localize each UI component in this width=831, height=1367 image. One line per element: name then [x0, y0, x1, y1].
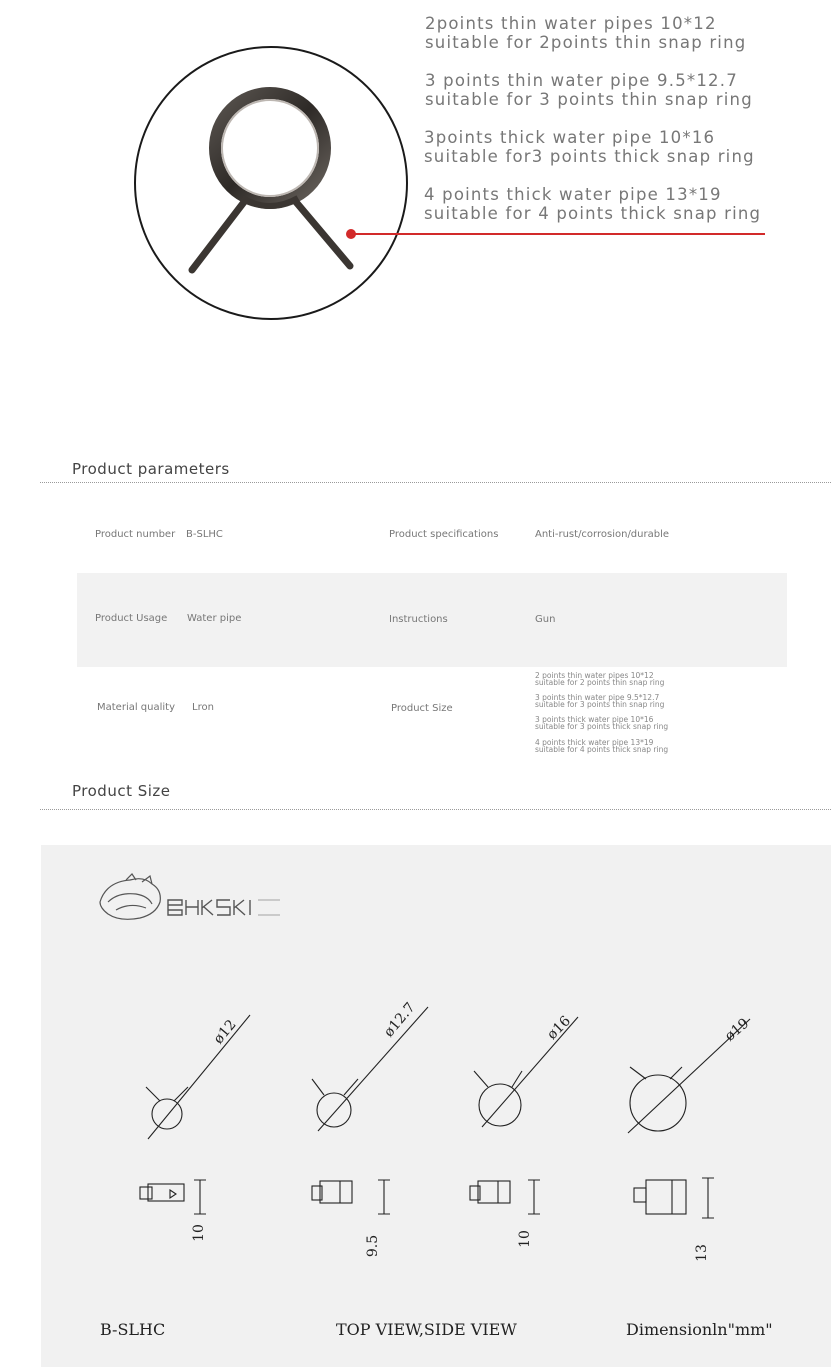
size-note-1-line1: 2 points thin water pipes 10*12 — [535, 671, 654, 680]
side-views-drawing — [130, 1170, 730, 1230]
param-label-product-number: Product number — [95, 529, 176, 540]
size-note-1-line2: suitable for 2 points thin snap ring — [535, 678, 665, 687]
spec-4-line1: 4 points thick water pipe 13*19 — [424, 185, 722, 204]
size-note-4-line1: 4 points thick water pipe 13*19 — [535, 738, 654, 747]
snap-ring-photo — [180, 86, 360, 276]
height-1: 10 — [190, 1224, 207, 1242]
param-label-material: Material quality — [97, 702, 176, 713]
size-note-4-line2: suitable for 4 points thick snap ring — [535, 745, 669, 754]
diameter-3: ø16 — [544, 1013, 575, 1043]
size-note-3-line2: suitable for 3 points thick snap ring — [535, 722, 669, 731]
height-2: 9.5 — [365, 1234, 382, 1258]
height-4: 13 — [693, 1244, 710, 1262]
parameters-title: Product parameters — [72, 460, 230, 478]
param-value-instructions: Gun — [535, 614, 556, 625]
caption-unit: Dimensionln"mm" — [626, 1320, 773, 1339]
param-label-specifications: Product specifications — [389, 529, 499, 540]
caption-model: B-SLHC — [100, 1320, 166, 1339]
param-value-material: Lron — [192, 702, 214, 713]
callout-line — [351, 233, 765, 235]
parameters-divider — [40, 482, 831, 483]
diameter-4: ø19 — [721, 1015, 753, 1045]
spec-3-line2: suitable for3 points thick snap ring — [424, 147, 755, 166]
size-divider — [40, 809, 831, 810]
spec-1-line1: 2points thin water pipes 10*12 — [425, 14, 717, 33]
spec-2-line2: suitable for 3 points thin snap ring — [425, 90, 753, 109]
spec-2-line1: 3 points thin water pipe 9.5*12.7 — [425, 71, 738, 90]
size-note-2-line2: suitable for 3 points thin snap ring — [535, 700, 665, 709]
bykski-logo — [96, 872, 286, 924]
size-note-3-line1: 3 points thick water pipe 10*16 — [535, 715, 654, 724]
caption-view: TOP VIEW,SIDE VIEW — [336, 1320, 517, 1339]
param-value-specifications: Anti-rust/corrosion/durable — [535, 529, 670, 540]
diameter-1: ø12 — [210, 1016, 240, 1048]
size-title: Product Size — [72, 782, 171, 800]
top-views-drawing — [110, 995, 790, 1145]
param-label-instructions: Instructions — [389, 614, 448, 625]
callout-dot — [346, 229, 356, 239]
spec-4-line2: suitable for 4 points thick snap ring — [424, 204, 762, 223]
height-3: 10 — [516, 1230, 533, 1248]
param-label-usage: Product Usage — [95, 613, 168, 624]
size-note-2-line1: 3 points thin water pipe 9.5*12.7 — [535, 693, 660, 702]
spec-1-line2: suitable for 2points thin snap ring — [425, 33, 747, 52]
param-value-usage: Water pipe — [187, 613, 242, 624]
diameter-2: ø12.7 — [380, 999, 419, 1041]
param-label-product-size: Product Size — [391, 703, 453, 714]
param-value-product-number: B-SLHC — [186, 529, 223, 540]
spec-3-line1: 3points thick water pipe 10*16 — [424, 128, 716, 147]
